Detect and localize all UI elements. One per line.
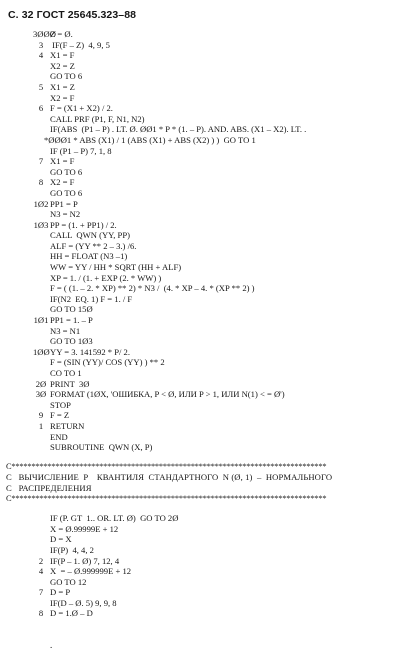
statement-label: 3Ø [35,389,47,400]
statement-text: *ØØØ1 * ABS (X1) / 1 (ABS (X1) + ABS (X2) ) ) GO TO 1 [44,134,256,145]
statement-text: GO TO 1Ø3 [50,336,93,347]
statement-text: END [50,431,68,442]
code-line [0,421,417,432]
code-line [0,82,417,93]
statement-text: IF(P) 4, 4, 2 [50,544,94,555]
statement-label: 2Ø [35,378,47,389]
section-gap [0,453,417,462]
statement-text: X2 = F [50,177,75,188]
code-line [0,93,417,104]
statement-text: IF(ABS (P1 – P) . LT. Ø. ØØ1 * P * (1. – P). AND. ABS. (X1 – X2). LT. . [50,124,307,135]
code-line [0,389,417,400]
code-line [0,167,417,178]
statement-label: 1Ø1 [33,315,49,326]
code-line [0,379,417,390]
statement-text: X = – Ø.999999E + 12 [50,566,132,577]
code-line [0,534,417,545]
statement-text: RETURN [50,420,85,431]
statement-text: X1 = Z [50,81,75,92]
comment-line: C РАСПРЕДЕЛЕНИЯ [6,482,92,493]
code-line [0,251,417,262]
code-line [0,315,417,326]
code-line [0,29,417,40]
statement-text: N3 = N1 [50,325,81,336]
code-line [0,400,417,411]
statement-label: 3ØØØ [33,29,56,39]
statement-label: 4 [38,566,44,577]
statement-text: X1 = F [50,156,75,167]
code-line [0,368,417,379]
statement-text: IF(D – Ø. 5) 9, 9, 8 [50,597,117,608]
statement-text: GO TO 15Ø [50,304,93,315]
code-line [0,598,417,609]
statement-label: 9 [38,410,44,421]
statement-text: PP = (1. + PP1) / 2. [50,219,117,230]
code-line [0,347,417,358]
statement-text: HH = FLOAT (N3 –1) [50,251,128,262]
statement-text: GO TO 6 [50,71,83,82]
code-line [0,283,417,294]
statement-text: F = (X1 + X2) / 2. [50,103,113,114]
code-line [0,357,417,368]
code-line [0,336,417,347]
code-line [0,545,417,556]
statement-label: 6 [38,103,44,114]
code-line [0,241,417,252]
code-line [0,304,417,315]
statement-text: GO TO 12 [50,576,87,587]
statement-text: GO TO 6 [50,166,83,177]
code-line [0,103,417,114]
code-line [0,230,417,241]
code-line [0,262,417,273]
page-header: С. 32 ГОСТ 25645.323–88 [8,9,137,21]
code-line [0,432,417,443]
statement-text: IF(N2 EQ. 1) F = 1. / F [50,293,133,304]
code-line [0,135,417,146]
statement-text: ALF = (YY ** 2 – 3.) /6. [50,240,137,251]
code-line [0,410,417,421]
statement-text: F = Z [50,410,70,421]
code-line [0,220,417,231]
comment-stars-line: C******************************************************************************* [6,461,327,471]
statement-text: STOP [50,399,71,410]
statement-label: 4 [38,50,44,61]
statement-text: CALL PRF (P1, F, N1, N2) [50,113,145,124]
code-section-bottom [0,513,417,619]
statement-label: 5 [38,81,44,92]
code-line [0,40,417,51]
statement-text: YY = 3. 141592 * P/ 2. [50,346,130,357]
code-line [0,326,417,337]
statement-label: 2 [38,555,44,566]
statement-label: 8 [38,608,44,619]
statement-text: F = (SIN (YY)/ COS (YY) ) ** 2 [50,357,165,368]
statement-text: X2 = F [50,92,75,103]
statement-text: X1 = F [50,50,75,61]
statement-text: PP1 = P [50,198,78,209]
statement-text: IF (P. GT 1.. OR. LT. Ø) GO TO 2Ø [50,513,179,524]
statement-text: IF (P1 – P) 7, 1, 8 [50,145,112,156]
comment-line: C ВЫЧИСЛЕНИЕ P КВАНТИЛЯ СТАНДАРТНОГО N (Ø, 1) – НОРМАЛЬНОГО [6,472,333,483]
code-line [0,524,417,535]
statement-text: FORMAT (1ØX, 'ОШИБКА, P < Ø, ИЛИ P > 1, ИЛИ N(1) < = Ø') [50,389,285,400]
statement-text: D = 1.Ø – D [50,608,93,619]
statement-text: F = ( (1. – 2. * XP) ** 2) * N3 / (4. * XP – 4. * (XP ** 2) ) [50,283,255,294]
code-line [0,577,417,588]
section-gap [0,504,417,513]
statement-text: SUBROUTINE QWN (X, P) [50,442,153,453]
statement-text: XP = 1. / (1. + EXP (2. * WW) ) [50,272,162,283]
code-line [0,513,417,524]
page-footer-mark: . [50,640,53,650]
code-line [0,209,417,220]
statement-label: 1 [38,420,44,431]
statement-text: GO TO 6 [50,187,83,198]
code-line [0,124,417,135]
code-line [0,273,417,284]
code-line [0,71,417,82]
statement-text: IF(P – 1. Ø) 7, 12, 4 [50,555,120,566]
statement-label: 1Ø2 [33,198,49,209]
code-line [0,566,417,577]
code-line [0,156,417,167]
statement-label: 1Ø3 [33,219,49,230]
code-line [0,294,417,305]
statement-label: 3 [38,39,44,50]
statement-text: CO TO 1 [50,368,82,378]
code-line [0,587,417,598]
code-line [0,177,417,188]
statement-label: 7 [38,156,44,167]
statement-label: 1ØØ [33,346,50,357]
statement-text: Z = Ø. [50,29,73,39]
statement-text: D = P [50,587,71,598]
statement-text: IF(F – Z) 4, 9, 5 [50,39,110,50]
code-line [0,114,417,125]
code-line [0,199,417,210]
code-line [0,50,417,61]
comment-stars-line: C******************************************************************************* [6,493,327,503]
code-line [0,608,417,619]
statement-label: 8 [38,177,44,188]
code-line [0,556,417,567]
statement-text: PP1 = 1. – P [50,315,93,326]
fortran-listing [0,29,417,619]
code-line [0,61,417,72]
code-line [0,188,417,199]
statement-text: X2 = Z [50,60,75,71]
statement-text: X = Ø.99999E + 12 [50,523,119,534]
statement-text: WW = YY / HH * SQRT (HH + ALF) [50,262,182,273]
statement-label: 7 [38,587,44,598]
code-line [0,442,417,453]
statement-text: CALL QWN (YY, PP) [50,230,130,241]
statement-text: PRINT 3Ø [50,378,90,389]
code-line [0,146,417,157]
statement-text: N3 = N2 [50,209,81,220]
code-section-top [0,29,417,453]
statement-text: D = X [50,534,72,545]
